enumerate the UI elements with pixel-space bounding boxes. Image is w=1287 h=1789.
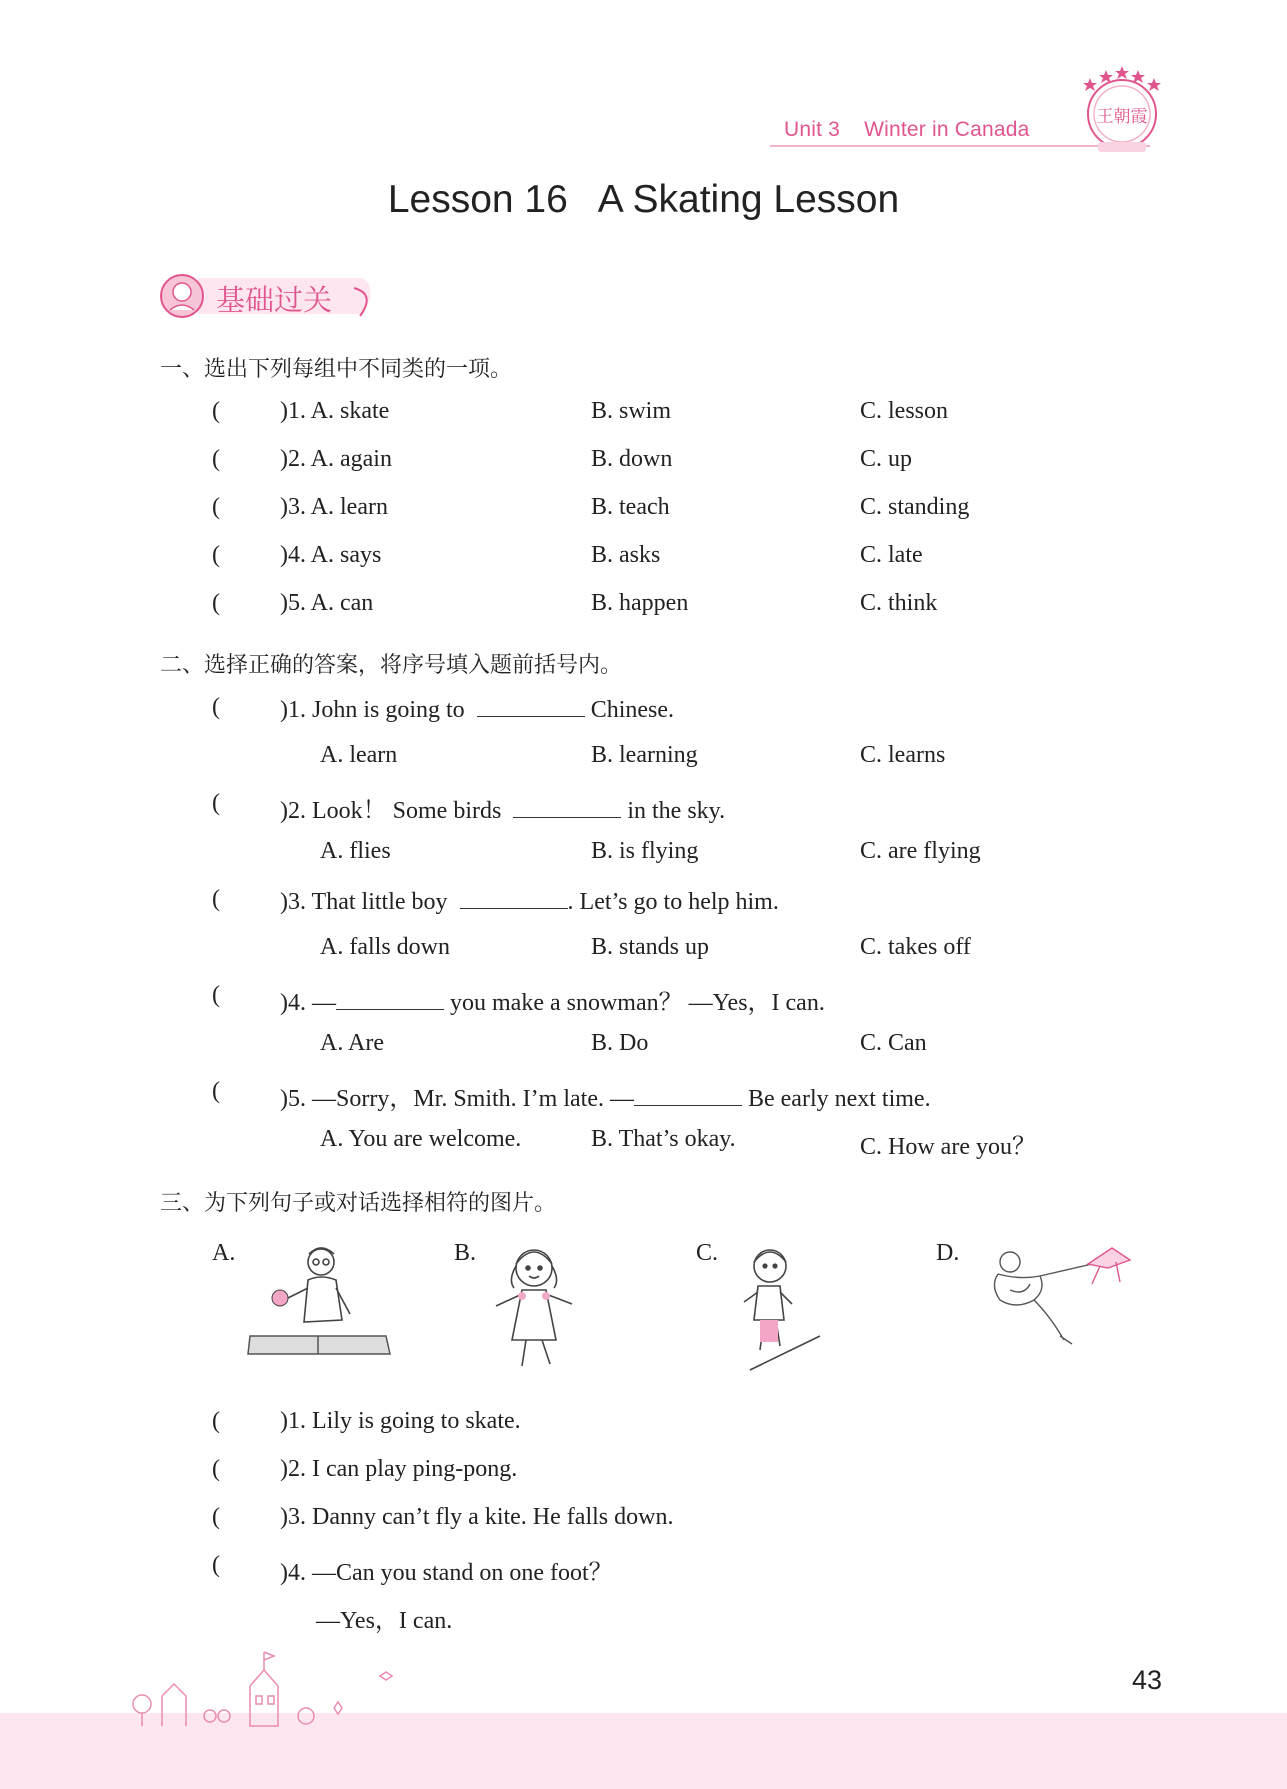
answer-paren: ( [212, 1552, 220, 1578]
svg-text:王朝霞: 王朝霞 [1096, 107, 1148, 127]
question-stem [280, 886, 779, 916]
answer-paren: ( [212, 494, 220, 520]
option-b: B. is flying [591, 838, 699, 864]
lesson-title [0, 178, 1287, 222]
answer-paren: ( [212, 1408, 220, 1434]
question-option-b: B. happen [591, 590, 689, 616]
question-option-b: B. asks [591, 542, 661, 568]
question-stem [280, 694, 674, 724]
answer-paren: ( [212, 1078, 220, 1104]
answer-paren: ( [212, 1504, 220, 1530]
girl-skating-icon [730, 1240, 826, 1380]
section-banner-label: 基础过关 [216, 283, 333, 317]
question-text: )2. Look！ Some birds [280, 798, 502, 824]
question-text: )1. Lily is going to skate. [280, 1408, 521, 1434]
option-b: B. learning [591, 742, 698, 768]
fill-blank [477, 694, 585, 717]
question-text: )2. I can play ping-pong. [280, 1456, 518, 1482]
answer-paren: ( [212, 398, 220, 424]
question-option-c: C. lesson [860, 398, 949, 424]
question-text-end: Chinese. [590, 697, 675, 723]
question-text: )4. — [280, 990, 336, 1016]
section1-heading: 一、选出下列每组中不同类的一项。 [160, 357, 513, 382]
unit-title: Winter in Canada [864, 118, 1030, 141]
picture-label-d: D. [936, 1240, 960, 1266]
question-text: )5. —Sorry，Mr. Smith. I’m late. — [280, 1086, 634, 1112]
question-option-a: )1. A. skate [280, 398, 390, 424]
question-option-a: )4. A. says [280, 542, 382, 568]
answer-paren: ( [212, 886, 220, 912]
picture-label-c: C. [696, 1240, 719, 1266]
question-option-a: )3. A. learn [280, 494, 388, 520]
question-option-c: C. think [860, 590, 938, 616]
question-text-end: Be early next time. [747, 1086, 931, 1112]
lesson-name: A Skating Lesson [597, 178, 900, 221]
fill-blank [460, 886, 568, 909]
option-b: B. stands up [591, 934, 710, 960]
answer-paren: ( [212, 446, 220, 472]
question-text-end: you make a snowman？ —Yes，I can. [450, 990, 825, 1016]
section3-heading: 三、为下列句子或对话选择相符的图片。 [160, 1191, 557, 1216]
castle-decoration-icon [120, 1646, 480, 1728]
question-stem [280, 1078, 931, 1113]
option-a: A. You are welcome. [320, 1126, 522, 1152]
answer-paren: ( [212, 542, 220, 568]
girl-standing-icon [484, 1240, 584, 1380]
fill-blank [513, 795, 621, 818]
question-option-a: )5. A. can [280, 590, 374, 616]
option-c: C. takes off [860, 934, 971, 960]
question-option-c: C. standing [860, 494, 970, 520]
answer-paren: ( [212, 590, 220, 616]
option-a: A. learn [320, 742, 398, 768]
option-a: A. falls down [320, 934, 450, 960]
question-option-b: B. swim [591, 398, 672, 424]
question-option-c: C. late [860, 542, 923, 568]
answer-paren: ( [212, 694, 220, 720]
option-b: B. That’s okay. [591, 1126, 736, 1152]
answer-line: —Yes，I can. [316, 1608, 453, 1634]
fill-blank [634, 1083, 742, 1106]
option-c: C. are flying [860, 838, 981, 864]
publisher-logo-icon [1068, 62, 1176, 158]
ping-pong-player-icon [246, 1240, 392, 1364]
question-text-end: in the sky. [627, 798, 726, 824]
question-text: )4. —Can you stand on one foot？ [280, 1560, 613, 1586]
unit-header [784, 118, 1054, 142]
option-a: A. flies [320, 838, 391, 864]
boy-flying-kite-icon [980, 1240, 1140, 1356]
option-c: C. learns [860, 742, 946, 768]
option-b: B. Do [591, 1030, 649, 1056]
picture-label-a: A. [212, 1240, 236, 1266]
picture-label-b: B. [454, 1240, 477, 1266]
question-option-b: B. teach [591, 494, 670, 520]
unit-number: Unit 3 [784, 118, 841, 141]
section2-heading: 二、选择正确的答案，将序号填入题前括号内。 [160, 653, 623, 678]
answer-paren: ( [212, 790, 220, 816]
option-a: A. Are [320, 1030, 384, 1056]
question-stem [280, 790, 725, 825]
question-text: )3. Danny can’t fly a kite. He falls down. [280, 1504, 674, 1530]
option-c: C. Can [860, 1030, 927, 1056]
question-text: )1. John is going to [280, 697, 465, 723]
question-option-a: )2. A. again [280, 446, 392, 472]
page-number: 43 [1132, 1665, 1163, 1695]
answer-paren: ( [212, 1456, 220, 1482]
fill-blank [336, 987, 444, 1010]
lesson-number: Lesson 16 [387, 178, 568, 221]
question-stem [280, 982, 825, 1017]
question-option-c: C. up [860, 446, 913, 472]
option-c: C. How are you？ [860, 1134, 1036, 1160]
question-text-end: . Let’s go to help him. [567, 889, 779, 915]
answer-paren: ( [212, 982, 220, 1008]
question-text: )3. That little boy [280, 889, 448, 915]
question-option-b: B. down [591, 446, 673, 472]
